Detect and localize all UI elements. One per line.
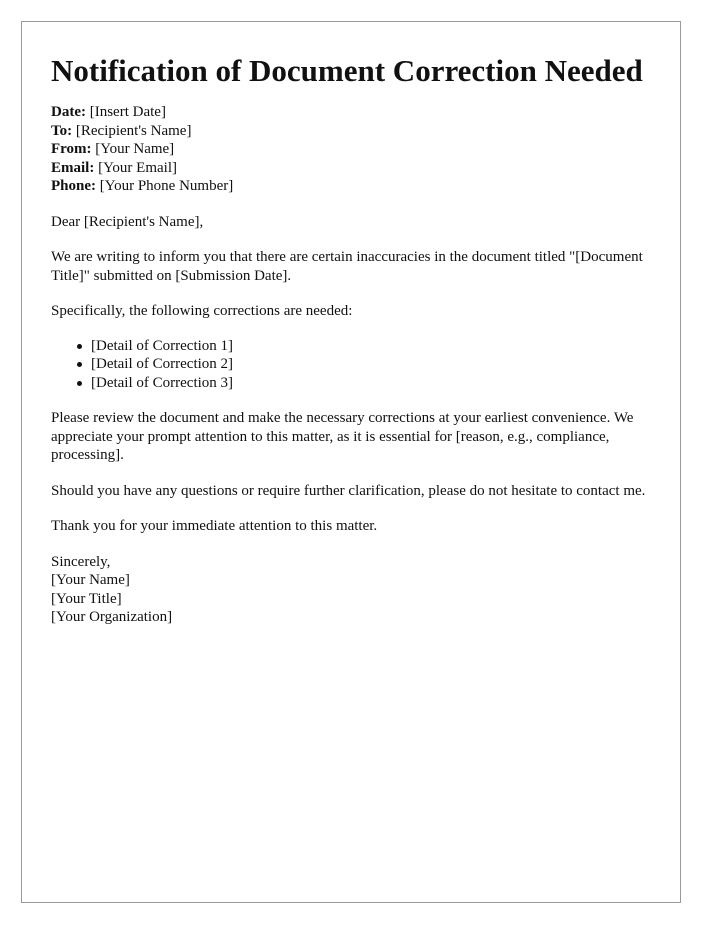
email-label: Email: (51, 159, 95, 176)
phone-field (51, 177, 651, 196)
to-value: [Recipient's Name] (72, 122, 192, 139)
bullet-icon (77, 344, 82, 349)
from-label: From: (51, 141, 92, 157)
bullet-icon (77, 362, 82, 367)
date-field (51, 103, 651, 122)
date-label: Date: (51, 104, 86, 120)
phone-value: [Your Phone Number] (96, 178, 234, 194)
corrections-list (51, 337, 651, 393)
signature-block (51, 553, 651, 627)
signoff: Sincerely, (51, 553, 111, 570)
letter-page (21, 21, 681, 903)
list-item (91, 337, 651, 356)
letter-content (51, 52, 651, 627)
to-label: To: (51, 122, 73, 139)
salutation: Dear [Recipient's Name], (51, 213, 204, 230)
questions-paragraph: Should you have any questions or require further clarification, please do not hesitate to contact me. (51, 482, 646, 499)
review-paragraph: Please review the document and make the necessary corrections at your earliest convenience. We appreciate your prompt attention to this matter, as it is essential for [reason, e.g., compliance, processing]. (51, 410, 634, 463)
email-field (51, 159, 651, 178)
bullet-icon (77, 381, 82, 386)
list-item (91, 355, 651, 374)
from-field (51, 140, 651, 159)
intro-paragraph: We are writing to inform you that there are certain inaccuracies in the document titled "[Document Title]" submitted on [Submission Date]. (51, 249, 643, 284)
list-item (91, 374, 651, 393)
sender-organization: [Your Organization] (51, 609, 173, 625)
thanks-paragraph: Thank you for your immediate attention to this matter. (51, 518, 378, 534)
correction-text: [Detail of Correction 1] (91, 337, 234, 354)
date-value: [Insert Date] (85, 104, 166, 120)
correction-text: [Detail of Correction 2] (91, 356, 234, 372)
letter-header-fields (51, 103, 651, 196)
from-value: [Your Name] (91, 141, 175, 157)
email-value: [Your Email] (94, 159, 177, 176)
sender-name: [Your Name] (51, 572, 130, 588)
correction-text: [Detail of Correction 3] (91, 374, 234, 391)
corrections-intro: Specifically, the following corrections are needed: (51, 303, 353, 319)
letter-title: Notification of Document Correction Needed (51, 53, 643, 88)
sender-title: [Your Title] (51, 590, 122, 607)
to-field (51, 122, 651, 141)
phone-label: Phone: (51, 178, 96, 194)
